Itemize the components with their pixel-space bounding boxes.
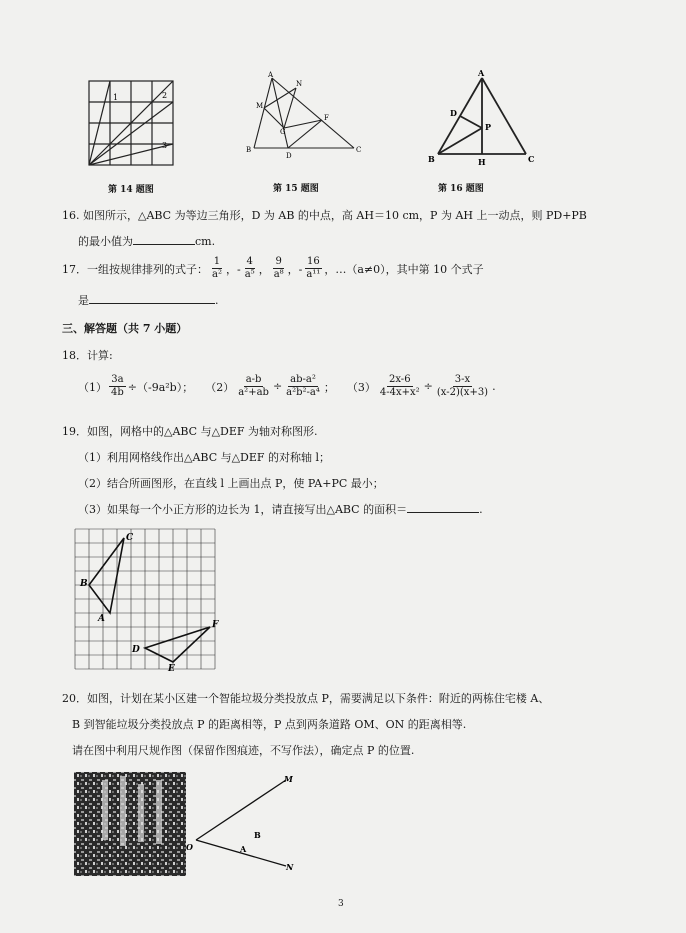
q16-line2 — [78, 233, 215, 249]
q19-sub2: （2）结合所画图形，在直线 l 上画出点 P，使 PA+PC 最小； — [78, 477, 384, 490]
q17-line2 — [78, 292, 219, 308]
svg-text:1: 1 — [113, 93, 119, 102]
q18-part2-fraction1: $\frac{a-b}{\text{a²+ab}}$ — [238, 374, 269, 398]
svg-text:C: C — [356, 146, 362, 154]
q18-title: 18．计算: — [62, 349, 113, 362]
q16-prefix: 的最小值为 — [78, 235, 133, 248]
q18-part2-label: （2） — [205, 380, 235, 394]
svg-text:B: B — [80, 579, 88, 589]
svg-text:A: A — [478, 68, 485, 78]
figure-15-caption: 第 15 题图 — [273, 184, 319, 194]
svg-text:M: M — [284, 774, 293, 784]
q18-part3-label: （3） — [346, 380, 376, 394]
svg-text:N: N — [286, 862, 294, 872]
figure-14-caption: 第 14 题图 — [108, 185, 154, 195]
q18-expressions: （1） $\frac{3a}{4b}$ ÷（-9a²b）； （2） $\frac{a-b}{\text{a²+ab}}$ ÷ $\frac{\text{ab-a²}}{\text{a²b²-a⁴}}$ ； （3） $\frac{2x-6}{\text{4-4x+x²}}$ ÷ $\frac{3-x}{(x-2)(x+3)}$ . — [78, 374, 496, 398]
q18-part3-fraction2: $\frac{3-x}{(x-2)(x+3)}$ — [436, 374, 489, 398]
q17-term-3: $\frac{9}{\text{a⁸}}$ — [273, 256, 284, 280]
q17-term-2: $\frac{4}{\text{a⁵}}$ — [244, 256, 255, 280]
svg-text:A: A — [98, 614, 105, 624]
svg-text:3: 3 — [162, 141, 168, 150]
figure-16 — [424, 68, 536, 168]
svg-text:G: G — [280, 128, 286, 136]
q20-line1: 20．如图，计划在某小区建一个智能垃圾分类投放点 P，需要满足以下条件：附近的两栋住宅楼 A、 — [62, 692, 550, 705]
svg-text:H: H — [478, 157, 486, 167]
q17-line1: 17．一组按规律排列的式子： $\frac{1}{\text{a²}}$ ，- $\frac{4}{\text{a⁵}}$ ， $\frac{9}{\text{a⁸}}$ ，- $\frac{16}{\text{a¹¹}}$ ，…（a≠0），其中第 10 个式子 — [62, 256, 484, 280]
svg-text:F: F — [212, 620, 219, 630]
q18-part1-rest: ÷（-9a²b）； — [127, 380, 194, 394]
section-3-heading: 三、解答题（共 7 小题） — [62, 322, 188, 335]
q18-part3-fraction1: $\frac{2x-6}{\text{4-4x+x²}}$ — [379, 374, 420, 398]
figure-15 — [244, 68, 364, 164]
figure-14 — [84, 76, 184, 176]
q18-part1-label: （1） — [78, 380, 107, 394]
svg-text:C: C — [126, 533, 134, 543]
q17-term-1: $\frac{1}{\text{a²}}$ — [212, 256, 222, 280]
figure-16-caption: 第 16 题图 — [438, 184, 484, 194]
q16-unit: cm. — [195, 235, 216, 248]
q19-grid-figure — [70, 524, 220, 672]
q17-end: . — [215, 294, 219, 307]
q18-part1-fraction: $\frac{3a}{4b}$ — [111, 374, 124, 398]
q19-area-blank[interactable] — [407, 502, 479, 513]
q19-title: 19．如图，网格中的△ABC 与△DEF 为轴对称图形. — [62, 425, 318, 438]
q19-sub3: （3）如果每一个小正方形的边长为 1，请直接写出△ABC 的面积＝ . — [78, 503, 483, 516]
q16-line1: 16. 如图所示，△ABC 为等边三角形，D 为 AB 的中点，高 AH＝10 cm，P 为 AH 上一动点，则 PD+PB — [62, 209, 587, 222]
q17-suffix: ，…（a≠0），其中第 10 个式子 — [324, 262, 484, 276]
q20-line3: 请在图中利用尺规作图（保留作图痕迹，不写作法），确定点 P 的位置. — [72, 744, 415, 757]
svg-text:O: O — [186, 842, 193, 852]
q19-sub1: （1）利用网格线作出△ABC 与△DEF 的对称轴 l； — [78, 451, 331, 464]
q20-line2: B 到智能垃圾分类投放点 P 的距离相等，P 点到两条道路 OM、ON 的距离相等. — [72, 718, 467, 731]
q17-prefix: 17．一组按规律排列的式子： — [62, 262, 208, 276]
svg-text:P: P — [485, 122, 492, 132]
svg-text:E: E — [168, 664, 175, 672]
q16-answer-blank[interactable] — [133, 234, 195, 245]
svg-text:B: B — [254, 830, 261, 840]
q17-answer-blank[interactable] — [89, 293, 215, 304]
q17-prefix-2: 是 — [78, 294, 89, 307]
svg-text:N: N — [296, 80, 303, 88]
q17-term-4: $\frac{16}{\text{a¹¹}}$ — [306, 256, 321, 280]
svg-text:2: 2 — [162, 91, 168, 100]
svg-text:D: D — [286, 152, 292, 160]
svg-text:B: B — [246, 146, 252, 154]
svg-text:A: A — [268, 71, 274, 79]
svg-text:A: A — [240, 844, 247, 854]
svg-text:C: C — [528, 154, 535, 164]
svg-text:D: D — [132, 645, 140, 655]
svg-text:F: F — [324, 114, 329, 122]
q18-part2-fraction2: $\frac{\text{ab-a²}}{\text{a²b²-a⁴}}$ — [286, 374, 320, 398]
q20-figure — [72, 770, 312, 882]
svg-text:D: D — [450, 108, 457, 118]
page-number: 3 — [338, 899, 344, 909]
svg-text:M: M — [256, 102, 264, 110]
svg-text:B: B — [428, 154, 435, 164]
residential-photo — [74, 772, 186, 876]
